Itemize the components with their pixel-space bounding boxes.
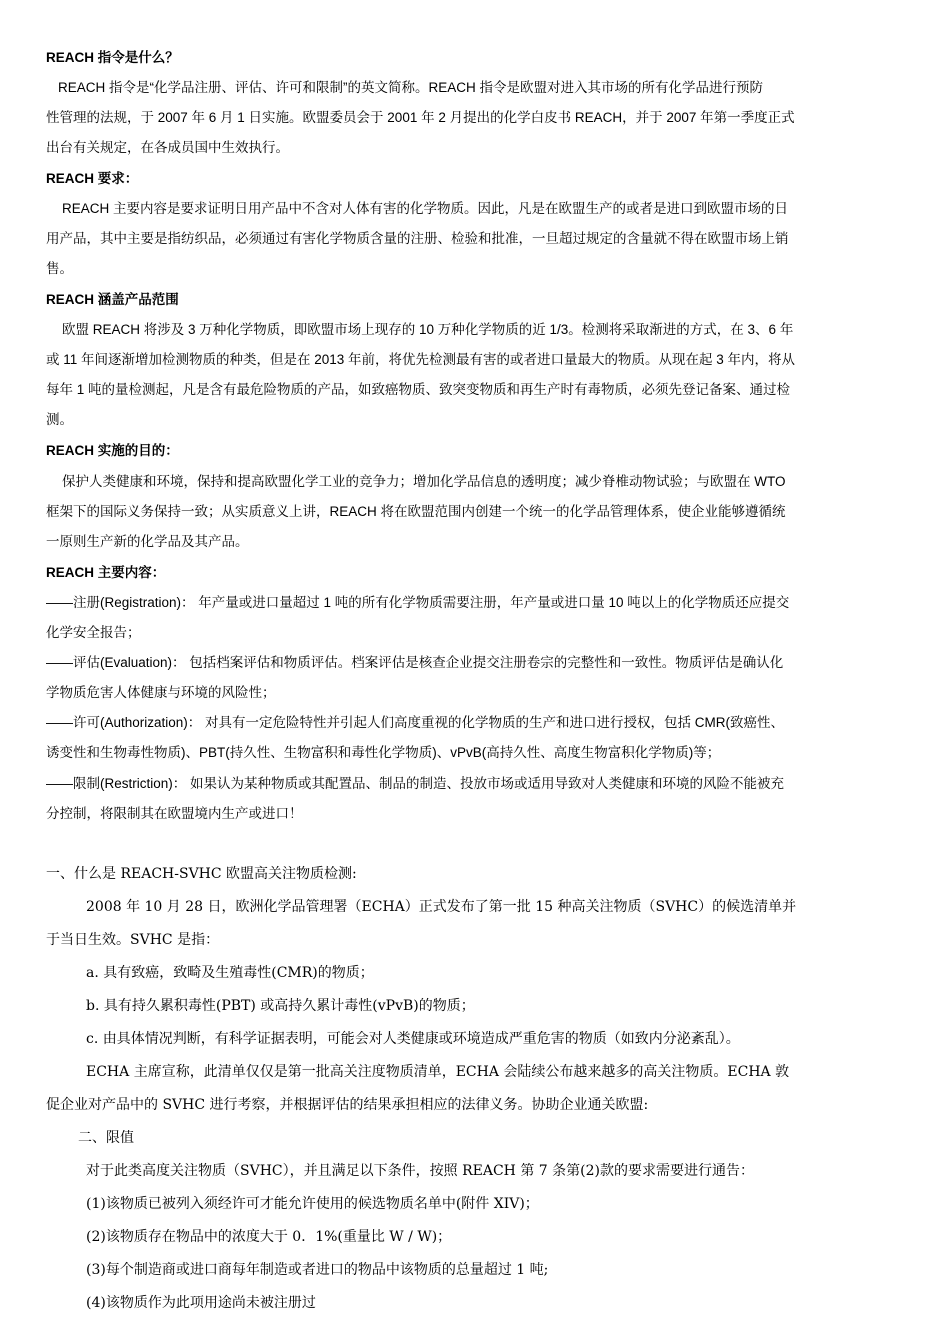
- list-item-evaluation: ——评估(Evaluation)： 包括档案评估和物质评估。档案评估是核查企业提交注册卷宗的完整性和一致性。物质评估是确认化: [46, 655, 784, 670]
- heading-what-is-reach: REACH 指令是什么？: [46, 50, 179, 65]
- paragraph-line: 性管理的法规，于 2007 年 6 月 1 日实施。欧盟委员会于 2001 年 2 月提出的化学白皮书 REACH，并于 2007 年第一季度正式: [46, 110, 795, 125]
- heading-reach-scope: REACH 涵盖产品范围: [46, 292, 179, 307]
- paragraph-line: 促企业对产品中的 SVHC 进行考察，并根据评估的结果承担相应的法律义务。协助企业通关欧盟:: [46, 1097, 649, 1113]
- list-item-authorization: ——许可(Authorization)： 对具有一定危险特性并引起人们高度重视的化学物质的生产和进口进行授权，包括 CMR(致癌性、: [46, 715, 785, 730]
- paragraph-line: 框架下的国际义务保持一致；从实质意义上讲，REACH 将在欧盟范围内创建一个统一的化学品管理体系，使企业能够遵循统: [46, 504, 786, 519]
- paragraph-line: 2008 年 10 月 28 日，欧洲化学品管理署（ECHA）正式发布了第一批 15 种高关注物质（SVHC）的候选清单并: [86, 899, 797, 915]
- paragraph-line: REACH 主要内容是要求证明日用产品中不含对人体有害的化学物质。因此，凡是在欧盟生产的或者是进口到欧盟市场的日: [62, 201, 789, 216]
- paragraph-line: 分控制，将限制其在欧盟境内生产或进口！: [46, 806, 303, 821]
- paragraph-line: 售。: [46, 261, 73, 276]
- list-item: a. 具有致癌，致畸及生殖毒性(CMR)的物质；: [86, 965, 374, 981]
- list-item-registration: ——注册(Registration)： 年产量或进口量超过 1 吨的所有化学物质需要注册，年产量或进口量 10 吨以上的化学物质还应提交: [46, 595, 790, 610]
- list-item: (4)该物质作为此项用途尚未被注册过: [86, 1295, 316, 1311]
- paragraph-line: 诱变性和生物毒性物质)、PBT(持久性、生物富积和毒性化学物质)、vPvB(高持久性、高度生物富积化学物质)等；: [46, 745, 721, 760]
- paragraph-line: 于当日生效。SVHC 是指：: [46, 932, 220, 948]
- paragraph-line: 化学安全报告；: [46, 625, 141, 640]
- list-item: (2)该物质存在物品中的浓度大于 0．1%(重量比 W / W)；: [86, 1229, 452, 1245]
- heading-limit-value: 二、限值: [78, 1130, 134, 1146]
- list-item-restriction: ——限制(Restriction)： 如果认为某种物质或其配置品、制品的制造、投放市场或适用导致对人类健康和环境的风险不能被充: [46, 776, 785, 791]
- paragraph-line: 或 11 年间逐渐增加检测物质的种类，但是在 2013 年前，将优先检测最有害的或者进口量最大的物质。从现在起 3 年内，将从: [46, 352, 796, 367]
- paragraph-line: ECHA 主席宣称，此清单仅仅是第一批高关注度物质清单，ECHA 会陆续公布越来越多的高关注物质。ECHA 敦: [86, 1064, 790, 1080]
- list-item: c. 由具体情况判断，有科学证据表明，可能会对人类健康或环境造成严重危害的物质（如致内分泌紊乱）。: [86, 1031, 740, 1047]
- list-item: b. 具有持久累积毒性(PBT) 或高持久累计毒性(vPvB)的物质；: [86, 998, 475, 1014]
- list-item: (3)每个制造商或进口商每年制造或者进口的物品中该物质的总量超过 1 吨;: [86, 1262, 549, 1278]
- heading-reach-requirements: REACH 要求：: [46, 171, 139, 186]
- paragraph-line: 测。: [46, 412, 73, 427]
- paragraph-line: 用产品，其中主要是指纺织品，必须通过有害化学物质含量的注册、检验和批准，一旦超过规定的含量就不得在欧盟市场上销: [46, 231, 789, 246]
- heading-reach-main-content: REACH 主要内容：: [46, 565, 166, 580]
- paragraph-line: 学物质危害人体健康与环境的风险性；: [46, 685, 276, 700]
- paragraph-line: 每年 1 吨的量检测起，凡是含有最危险物质的产品，如致癌物质、致突变物质和再生产时有毒物质，必须先登记备案、通过检: [46, 382, 791, 397]
- paragraph-line: 出台有关规定，在各成员国中生效执行。: [46, 140, 289, 155]
- heading-reach-purpose: REACH 实施的目的：: [46, 443, 179, 458]
- heading-what-is-svhc: 一、什么是 REACH-SVHC 欧盟高关注物质检测:: [46, 866, 357, 882]
- paragraph-line: 对于此类高度关注物质（SVHC），并且满足以下条件，按照 REACH 第 7 条第(2)款的要求需要进行通告：: [86, 1163, 754, 1179]
- paragraph-line: REACH 指令是“化学品注册、评估、许可和限制”的英文简称。REACH 指令是欧盟对进入其市场的所有化学品进行预防: [58, 80, 764, 95]
- paragraph-line: 欧盟 REACH 将涉及 3 万种化学物质，即欧盟市场上现存的 10 万种化学物质的近 1/3。检测将采取渐进的方式，在 3、6 年: [62, 322, 794, 337]
- paragraph-line: 一原则生产新的化学品及其产品。: [46, 534, 249, 549]
- paragraph-line: 保护人类健康和环境，保持和提高欧盟化学工业的竞争力；增加化学品信息的透明度；减少脊椎动物试验；与欧盟在 WTO: [62, 474, 786, 489]
- list-item: (1)该物质已被列入须经许可才能允许使用的候选物质名单中(附件 XIV)；: [86, 1196, 539, 1212]
